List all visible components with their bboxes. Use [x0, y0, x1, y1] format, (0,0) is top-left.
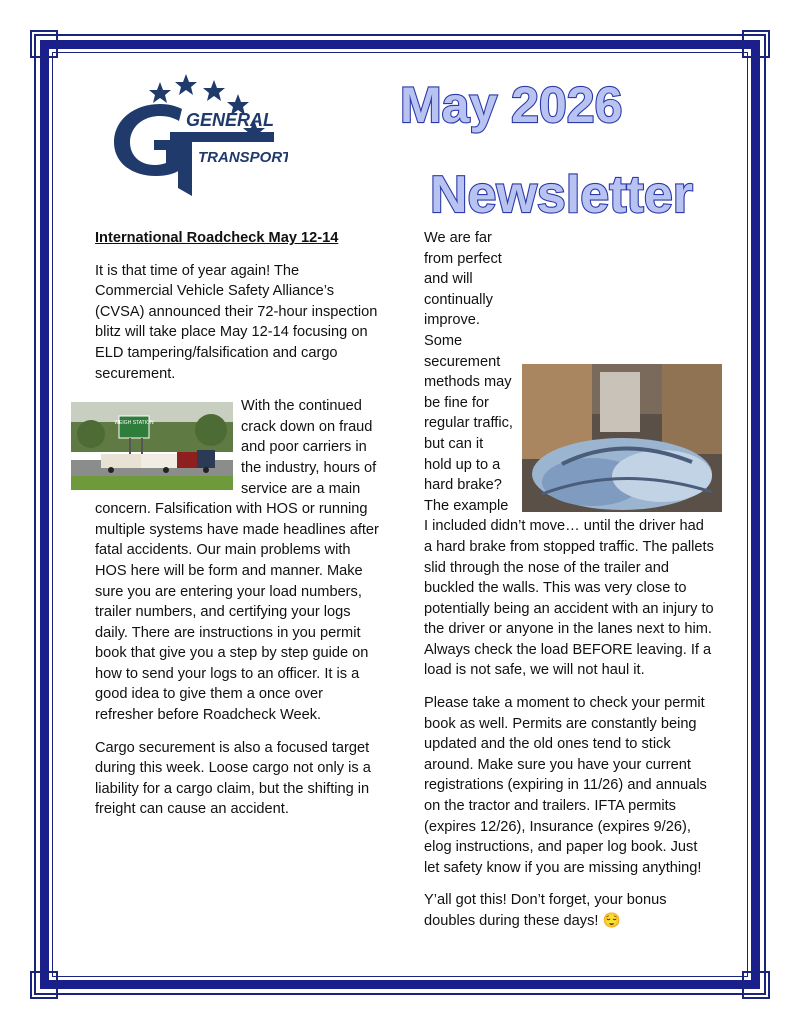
border-corner-top-left [30, 30, 58, 58]
border-corner-top-right [742, 30, 770, 58]
paragraph-with-image [424, 228, 714, 681]
border-corner-bottom-right [742, 971, 770, 999]
star-icon [203, 80, 225, 101]
paragraph: Y’all got this! Don’t forget, your bonus doubles during these days! 😌 [424, 892, 667, 929]
star-icon [149, 82, 171, 103]
title-month: May 2026 [400, 77, 623, 133]
sign-text: WEIGH STATION [114, 420, 154, 427]
left-column [95, 228, 380, 832]
paragraph: It is that time of year again! The Commercial Vehicle Safety Alliance’s (CVSA) announced their 72-hour inspection blitz will take place May 12-14 focusing on ELD tampering/falsification and cargo securement. [95, 262, 378, 382]
paragraph-text: We are far from perfect and will continually improve. Some securement methods may be fine for regular traffic, but can it hold up to a hard brake? The example I included didn’t move… until the driver had a hard brake from stopped traffic. The pallets slid through the nose of the trailer and buckled the walls. This was very close to potentially being an accident with an injury to the driver or anyone in the lanes next to him. Always check the load BEFORE leaving. If a load is not safe, we will not haul it. [424, 230, 714, 679]
right-column [424, 228, 714, 944]
star-icon [175, 74, 197, 95]
paragraph-with-image [95, 396, 380, 726]
company-logo [108, 70, 288, 200]
cargo-shift-photo [522, 364, 722, 512]
article-heading: International Roadcheck May 12-14 [95, 230, 339, 246]
newsletter-title [380, 72, 710, 222]
paragraph-text: With the continued crack down on fraud and poor carriers in the industry, hours of service are a main concern. Falsification with HOS or running multiple systems have made headlines after fatal accidents. Our main problems with HOS here will be form and manner. Make sure you are entering your load numbers, trailer numbers, and certifying your logs daily. There are instructions in you permit book that give you a step by step guide on how to send your logs to an officer. It is a good idea to give them a once over refresher before Roadcheck Week. [95, 398, 379, 724]
paragraph: Cargo securement is also a focused target during this week. Loose cargo not only is a liability for a cargo claim, but the shifting in freight can cause an accident. [95, 739, 371, 818]
paragraph: Please take a moment to check your permit book as well. Permits are constantly being updated and the old ones tend to stick around. Make sure you have your current registrations (expiring in 11/26) and annuals on the tractor and trailers. IFTA permits (expires 12/26), Insurance (expires 9/26), elog instructions, and paper log book. Just let safety know if you are missing anything! [424, 695, 707, 876]
logo-word-transport: TRANSPORT [198, 149, 288, 166]
border-corner-bottom-left [30, 971, 58, 999]
company-logo-graphic [108, 70, 288, 200]
weigh-station-photo [71, 402, 233, 490]
logo-word-general: GENERAL [186, 110, 275, 130]
title-newsletter: Newsletter [430, 166, 693, 222]
